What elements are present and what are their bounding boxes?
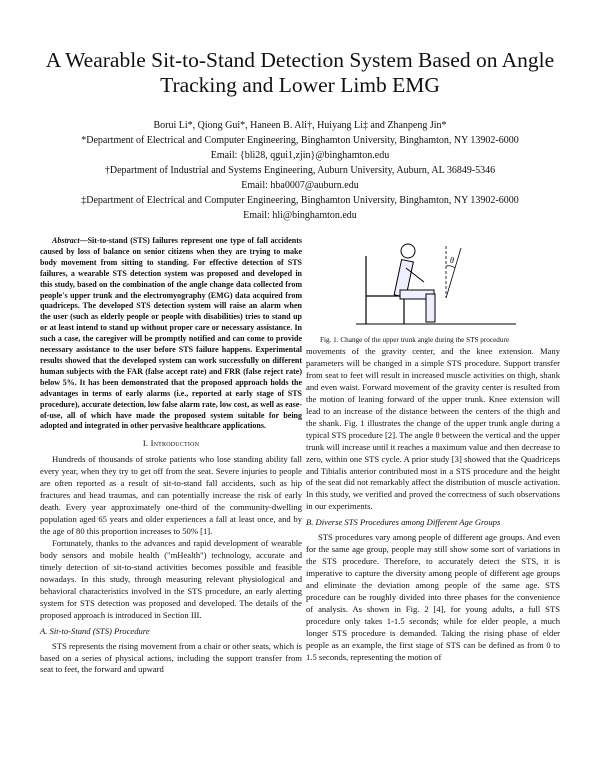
email-3: Email: hli@binghamton.edu — [243, 210, 357, 221]
paper-title: A Wearable Sit-to-Stand Detection System Based on Angle Tracking and Lower Limb EMG — [45, 48, 555, 97]
right-column — [306, 346, 560, 664]
section-heading-introduction: I. Introduction — [142, 438, 200, 449]
affiliation-1: *Department of Electrical and Computer Engineering, Binghamton University, Binghamton, NY 13902-6000 — [81, 135, 519, 146]
intro-paragraph-1: Hundreds of thousands of stroke patients who lose standing ability fall every year, when they try to get off from the seat. Severe injuries to people are often reported as a result of sit-to-stand fall accidents, such as hip fractures and head traumas, and can potentially increase the risk of early death. Every year approximately one-third of the community-dwelling population aged 65 years and older experiences a fall at least once, and by the age of 80 this proportion increases to 50% [1]. — [40, 454, 302, 536]
author-list: Borui Li*, Qiong Gui*, Haneen B. Ali†, Huiyang Li‡ and Zhanpeng Jin* — [153, 120, 447, 131]
abstract-lead: Abstract — [52, 236, 80, 245]
intro-paragraph-2: Fortunately, thanks to the advances and rapid development of wearable body sensors and mobile health ("mHealth") technology, accurate and timely detection of sit-to-stand activities becomes possible and feasible nowadays. In this study, through measuring relevant physiological and behavioral characteristics involved in the STS procedure, an early alerting system for STS detection was proposed and developed. The details of the proposed approach is introduced in Section III. — [40, 537, 302, 620]
abstract-body: —Sit-to-stand (STS) failures represent one type of fall accidents caused by loss of balance on senior citizens when they are trying to make body movement from sitting to standing. For effective detection of STS failures, a wearable STS detection system was proposed and developed in this study, based on the combination of the angle change data collected from people's upper trunk and the electromyography (EMG) data acquired from quadriceps. The developed STS detection system will raise an alarm when the user (such as elderly people or people with disabilities) tries to stand up or at least intend to stand up without proper care or necessary assistance. In such a case, the caregiver will be promptly notified and can come to provide necessary assistance to the user before STS failure happens. Experimental results showed that the developed system can work successfully on different human subjects with the FAR (false accept rate) and FRR (false reject rate) below 5%. It has been demonstrated that the proposed approach holds the advantages in terms of early alarms (i.e., reported at early stage of STS procedure), accurate detection, low false alarm rate, low cost, as well as ease-of-use, all of which have made the proposed system suitable for being adopted and integrated in other pervasive healthcare applications. — [40, 236, 302, 431]
theta-label: θ — [450, 256, 454, 265]
figure-1 — [306, 236, 560, 336]
subsection-a-paragraph: STS represents the rising movement from a chair or other seats, which is based on a series of physical actions, including the support transfer from seat to feet, the forward and upward — [40, 640, 302, 675]
author-block — [40, 118, 560, 223]
left-column — [40, 236, 302, 676]
abstract — [40, 236, 302, 432]
affiliation-2: †Department of Industrial and Systems Engineering, Auburn University, Auburn, AL 36849-5346 — [104, 165, 496, 176]
figure-1-caption: Fig. 1. Change of the upper trunk angle during the STS procedure — [320, 336, 510, 344]
subsection-b-paragraph: STS procedures vary among people of different age groups. And even for the same age group, people may still show some sort of variations in the STS procedure. Therefore, to accurately detect the STS, it is imperative to capture the diversity among people of different age groups and eliminate the deviation among people of the same age. STS procedure can be roughly divided into three phases for the convenience of analysis. As shown in Fig. 2 [4], for young adults, a full STS procedure only takes 1-1.5 seconds; while for elder people, a much longer STS procedure is demanded. Taking the rising phase of elder people as an example, the first stage of STS can be defined as from 0 to 1.5 seconds, representing the motion of — [306, 532, 560, 662]
subsection-heading-b: B. Diverse STS Procedures among Different Age Groups — [306, 517, 501, 528]
right-paragraph-1: movements of the gravity center, and the knee extension. Many parameters will be changed in a simple STS procedure. Support transfer from seat to feet will result in increased muscle activities on thigh, shank and even waist. Forward movement of the gravity center is resulted from the motion of leaning forward of the upper trunk. Knee extension will lead to an increase of the distance between the centers of the thigh and the shank. Fig. 1 illustrates the change of the upper trunk angle during a typical STS procedure [2]. The angle θ between the vertical and the upper trunk will increase until it reaches a maximum value and then decrease to zero, within one STS cycle. A prior study [3] showed that the Quadriceps and Tibialis anterior contributed most in a STS procedure and the height of the seat did not remarkably affect the distribution of muscle activation. In this study, we verified and proved the correctness of such observations in our experiments. — [306, 346, 560, 512]
sit-to-stand-illustration — [306, 236, 560, 336]
email-2: Email: hba0007@auburn.edu — [241, 180, 359, 191]
subsection-heading-a: A. Sit-to-Stand (STS) Procedure — [40, 625, 150, 636]
email-1: Email: {bli28, qgui1,zjin}@binghamton.edu — [210, 150, 390, 161]
affiliation-3: ‡Department of Electrical and Computer Engineering, Binghamton University, Binghamton, NY 13902-6000 — [81, 195, 519, 206]
